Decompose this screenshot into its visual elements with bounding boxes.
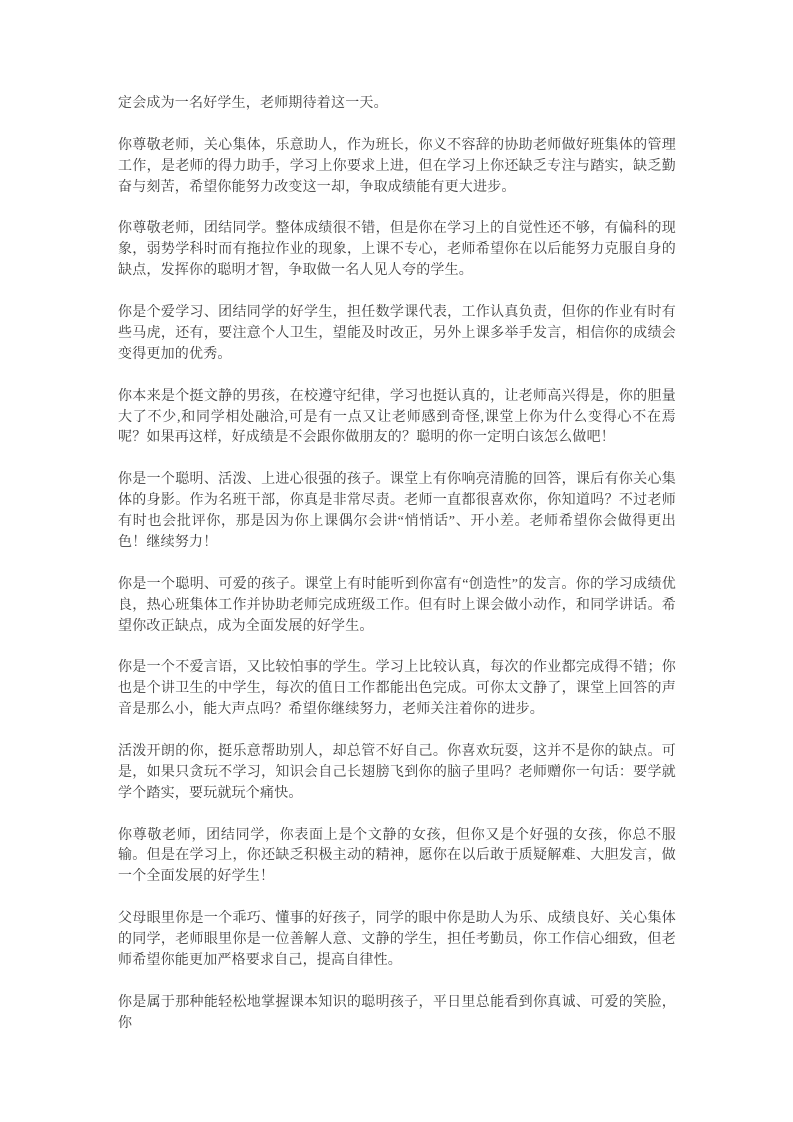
paragraph-10: 你尊敬老师，团结同学，你表面上是个文静的女孩，但你又是个好强的女孩，你总不服输。但是在学习上，你还缺乏积极主动的精神，愿你在以后敢于质疑解难、大胆发言，做一个全面发展的好学生！ [118,827,676,885]
paragraph-5: 你本来是个挺文静的男孩，在校遵守纪律，学习也挺认真的，让老师高兴得是，你的胆量大了不少,和同学相处融洽,可是有一点又让老师感到奇怪,课堂上你为什么变得心不在焉呢？如果再这样，好成绩是不会跟你做朋友的？聪明的你一定明白该怎么做吧！ [118,388,676,446]
paragraph-11: 父母眼里你是一个乖巧、懂事的好孩子，同学的眼中你是助人为乐、成绩良好、关心集体的同学，老师眼里你是一位善解人意、文静的学生，担任考勤员，你工作信心细致，但老师希望你能更加严格要求自己，提高自律性。 [118,911,676,968]
paragraph-12: 你是属于那种能轻松地掌握课本知识的聪明孩子，平日里总能看到你真诚、可爱的笑脸，你 [118,994,676,1031]
paragraph-7: 你是一个聪明、可爱的孩子。课堂上有时能听到你富有“创造性”的发言。你的学习成绩优良，热心班集体工作并协助老师完成班级工作。但有时上课会做小动作，和同学讲话。希望你改正缺点，成为全面发展的好学生。 [118,576,676,634]
paragraph-1: 定会成为一名好学生，老师期待着这一天。 [118,96,388,111]
paragraph-9: 活泼开朗的你，挺乐意帮助别人，却总管不好自己。你喜欢玩耍，这并不是你的缺点。可是，如果只贪玩不学习，知识会自己长翅膀飞到你的脑子里吗？老师赠你一句话：要学就学个踏实，要玩就玩个痛快。 [118,743,676,801]
paragraph-8: 你是一个不爱言语，又比较怕事的学生。学习上比较认真，每次的作业都完成得不错；你也是个讲卫生的中学生，每次的值日工作都能出色完成。可你太文静了，课堂上回答的声音是那么小，能大声点吗？希望你继续努力，老师关注着你的进步。 [118,660,676,718]
paragraph-2: 你尊敬老师，关心集体，乐意助人，作为班长，你义不容辞的协助老师做好班集体的管理工作，是老师的得力助手，学习上你要求上进，但在学习上你还缺乏专注与踏实，缺乏勤奋与刻苦，希望你能努力改变这一却，争取成绩能有更大进步。 [118,137,676,195]
paragraph-3: 你尊敬老师，团结同学。整体成绩很不错，但是你在学习上的自觉性还不够，有偏科的现象，弱势学科时而有拖拉作业的现象，上课不专心，老师希望你在以后能努力克服自身的缺点，发挥你的聪明才智，争取做一名人见人夸的学生。 [118,221,676,279]
paragraph-4: 你是个爱学习、团结同学的好学生，担任数学课代表，工作认真负责，但你的作业有时有些马虎，还有，要注意个人卫生，望能及时改正，另外上课多举手发言，相信你的成绩会变得更加的优秀。 [118,305,676,362]
document-text-body [118,94,676,1035]
paragraph-6: 你是一个聪明、活泼、上进心很强的孩子。课堂上有你响亮清脆的回答，课后有你关心集体的身影。作为名班干部，你真是非常尽责。老师一直都很喜欢你，你知道吗？不过老师有时也会批评你，那是因为你上课偶尔会讲“悄悄话”、开小差。老师希望你会做得更出色！继续努力！ [118,472,676,550]
